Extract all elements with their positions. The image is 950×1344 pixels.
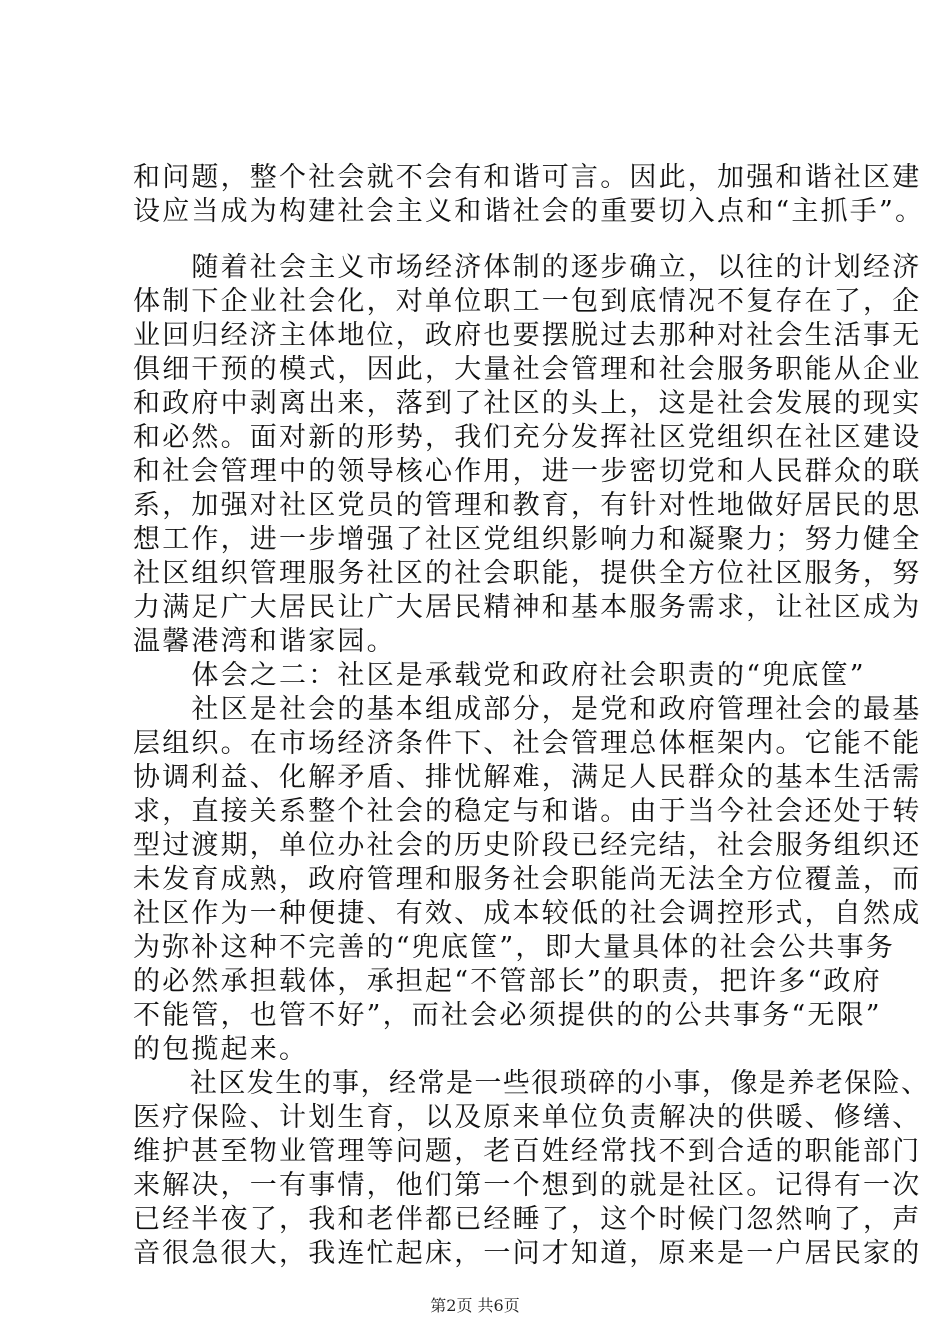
text-line: 体制下企业社会化，对单位职工一包到底情况不复存在了，企 (133, 286, 922, 317)
text-line: 社区是社会的基本组成部分，是党和政府管理社会的最基 (133, 694, 922, 725)
text-line: 俱细干预的模式，因此，大量社会管理和社会服务职能从企业 (133, 354, 922, 385)
text-line: 不能管，也管不好”，而社会必须提供的的公共事务“无限” (133, 1000, 882, 1031)
text-line: 的必然承担载体，承担起“不管部长”的职责，把许多“政府 (133, 966, 882, 997)
text-line: 型过渡期，单位办社会的历史阶段已经完结，社会服务组织还 (133, 830, 922, 861)
text-line: 想工作，进一步增强了社区党组织影响力和凝聚力；努力健全 (133, 524, 922, 555)
text-line: 和必然。面对新的形势，我们充分发挥社区党组织在社区建设 (133, 422, 922, 453)
text-line: 求，直接关系整个社会的稳定与和谐。由于当今社会还处于转 (133, 796, 922, 827)
text-line: 和问题，整个社会就不会有和谐可言。因此，加强和谐社区建 (133, 162, 922, 193)
text-line: 业回归经济主体地位，政府也要摆脱过去那种对社会生活事无 (133, 320, 922, 351)
text-line: 维护甚至物业管理等问题，老百姓经常找不到合适的职能部门 (133, 1136, 922, 1167)
text-line: 社区作为一种便捷、有效、成本较低的社会调控形式，自然成 (133, 898, 922, 929)
text-line: 已经半夜了，我和老伴都已经睡了，这个时候门忽然响了，声 (133, 1204, 922, 1235)
text-line: 来解决，一有事情，他们第一个想到的就是社区。记得有一次 (133, 1170, 922, 1201)
text-line: 为弥补这种不完善的“兜底筐”，即大量具体的社会公共事务 (133, 932, 896, 963)
text-line: 层组织。在市场经济条件下、社会管理总体框架内。它能不能 (133, 728, 922, 759)
text-line: 力满足广大居民让广大居民精神和基本服务需求，让社区成为 (133, 592, 922, 623)
text-line: 社区发生的事，经常是一些很琐碎的小事，像是养老保险、 (133, 1068, 930, 1099)
text-line: 未发育成熟，政府管理和服务社会职能尚无法全方位覆盖，而 (133, 864, 922, 895)
text-line: 温馨港湾和谐家园。 (133, 626, 396, 657)
text-line: 社区组织管理服务社区的社会职能，提供全方位社区服务，努 (133, 558, 922, 589)
text-line: 和政府中剥离出来，落到了社区的头上，这是社会发展的现实 (133, 388, 922, 419)
text-line: 和社会管理中的领导核心作用，进一步密切党和人民群众的联 (133, 456, 922, 487)
text-line: 的包揽起来。 (133, 1034, 309, 1065)
text-line: 音很急很大，我连忙起床，一问才知道，原来是一户居民家的 (133, 1238, 922, 1269)
text-line: 医疗保险、计划生育，以及原来单位负责解决的供暖、修缮、 (133, 1102, 922, 1133)
text-line: 系，加强对社区党员的管理和教育，有针对性地做好居民的思 (133, 490, 922, 521)
text-line: 设应当成为构建社会主义和谐社会的重要切入点和“主抓手”。 (133, 196, 925, 227)
text-line: 随着社会主义市场经济体制的逐步确立，以往的计划经济 (133, 252, 922, 283)
text-line: 协调利益、化解矛盾、排忧解难，满足人民群众的基本生活需 (133, 762, 922, 793)
text-line: 体会之二：社区是承载党和政府社会职责的“兜底筐” (133, 660, 866, 691)
page-footer: 第2页 共6页 (430, 1296, 520, 1315)
